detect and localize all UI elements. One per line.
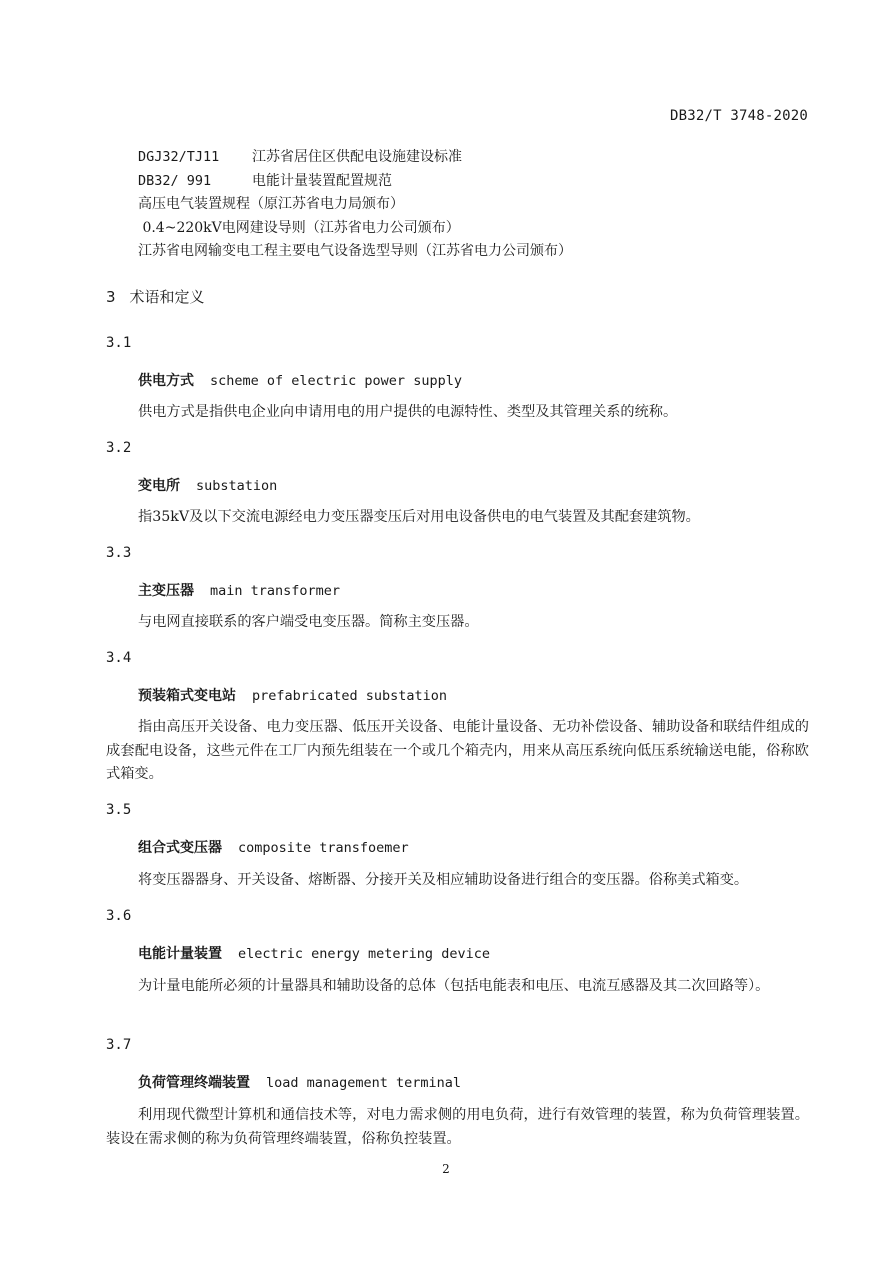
term-chinese: 主变压器 [138,583,194,599]
term-english: electric energy metering device [238,946,490,962]
reference-line [138,217,818,241]
term-heading [138,370,462,390]
reference-code: DB32/ 991 [138,172,212,189]
term-heading [138,685,447,705]
term-heading [138,943,490,963]
term-number: 3.2 [106,440,132,456]
reference-code: DGJ32/TJ11 [138,149,220,165]
term-chinese: 预装箱式变电站 [138,688,236,704]
term-english: prefabricated substation [252,688,448,704]
reference-title: 高压电气装置规程（原江苏省电力局颁布） [138,196,404,212]
term-definition: 与电网直接联系的客户端受电变压器。简称主变压器。 [138,614,479,630]
term-definition: 指由高压开关设备、电力变压器、低压开关设备、电能计量设备、无功补偿设备、辅助设备和联结件组成的成套配电设备，这些元件在工厂内预先组装在一个或几个箱壳内，用来从高压系统向低压系统输送电能，俗称欧式箱变。 [106,719,809,782]
reference-line [138,170,818,194]
reference-line [138,240,818,264]
term-chinese: 负荷管理终端装置 [138,1075,250,1091]
term-chinese: 变电所 [138,478,180,494]
term-number: 3.6 [106,908,132,924]
term-heading [138,1072,461,1092]
term-chinese: 供电方式 [138,373,194,389]
term-number: 3.3 [106,545,132,561]
reference-line [138,193,818,217]
term-heading [138,837,409,857]
reference-title: 0.4~220kV电网建设导则（江苏省电力公司颁布） [138,219,460,236]
term-definition: 为计量电能所必须的计量器具和辅助设备的总体（包括电能表和电压、电流互感器及其二次回路等）。 [138,978,770,994]
standard-code: DB32/T 3748-2020 [669,108,808,124]
term-number: 3.1 [106,335,132,351]
section-heading [106,286,205,307]
term-heading [138,580,340,600]
term-english: composite transfoemer [238,840,409,856]
section-title: 术语和定义 [129,288,205,306]
reference-title: 电能计量装置配置规范 [252,172,392,189]
term-chinese: 电能计量装置 [138,946,222,962]
term-heading [138,475,277,495]
term-definition: 供电方式是指供电企业向申请用电的用户提供的电源特性、类型及其管理关系的统称。 [138,404,678,420]
term-number: 3.7 [106,1037,132,1053]
reference-title: 江苏省电网输变电工程主要电气设备选型导则（江苏省电力公司颁布） [138,243,572,259]
term-english: main transformer [210,583,341,599]
page-number: 2 [442,1162,450,1176]
reference-title: 江苏省居住区供配电设施建设标准 [252,149,462,165]
term-chinese: 组合式变压器 [138,840,222,856]
term-english: substation [196,478,278,494]
term-definition: 利用现代微型计算机和通信技术等，对电力需求侧的用电负荷，进行有效管理的装置，称为负荷管理装置。装设在需求侧的称为负荷管理终端装置，俗称负控装置。 [106,1107,809,1147]
section-number: 3 [106,288,116,306]
term-english: scheme of electric power supply [210,373,462,389]
term-english: load management terminal [266,1075,462,1091]
term-number: 3.5 [106,802,132,818]
term-number: 3.4 [106,650,132,666]
term-definition: 将变压器器身、开关设备、熔断器、分接开关及相应辅助设备进行组合的变压器。俗称美式箱变。 [138,872,749,888]
term-definition: 指35kV及以下交流电源经电力变压器变压后对用电设备供电的电气装置及其配套建筑物。 [138,509,700,525]
normative-references [138,146,818,264]
reference-line [138,146,818,170]
